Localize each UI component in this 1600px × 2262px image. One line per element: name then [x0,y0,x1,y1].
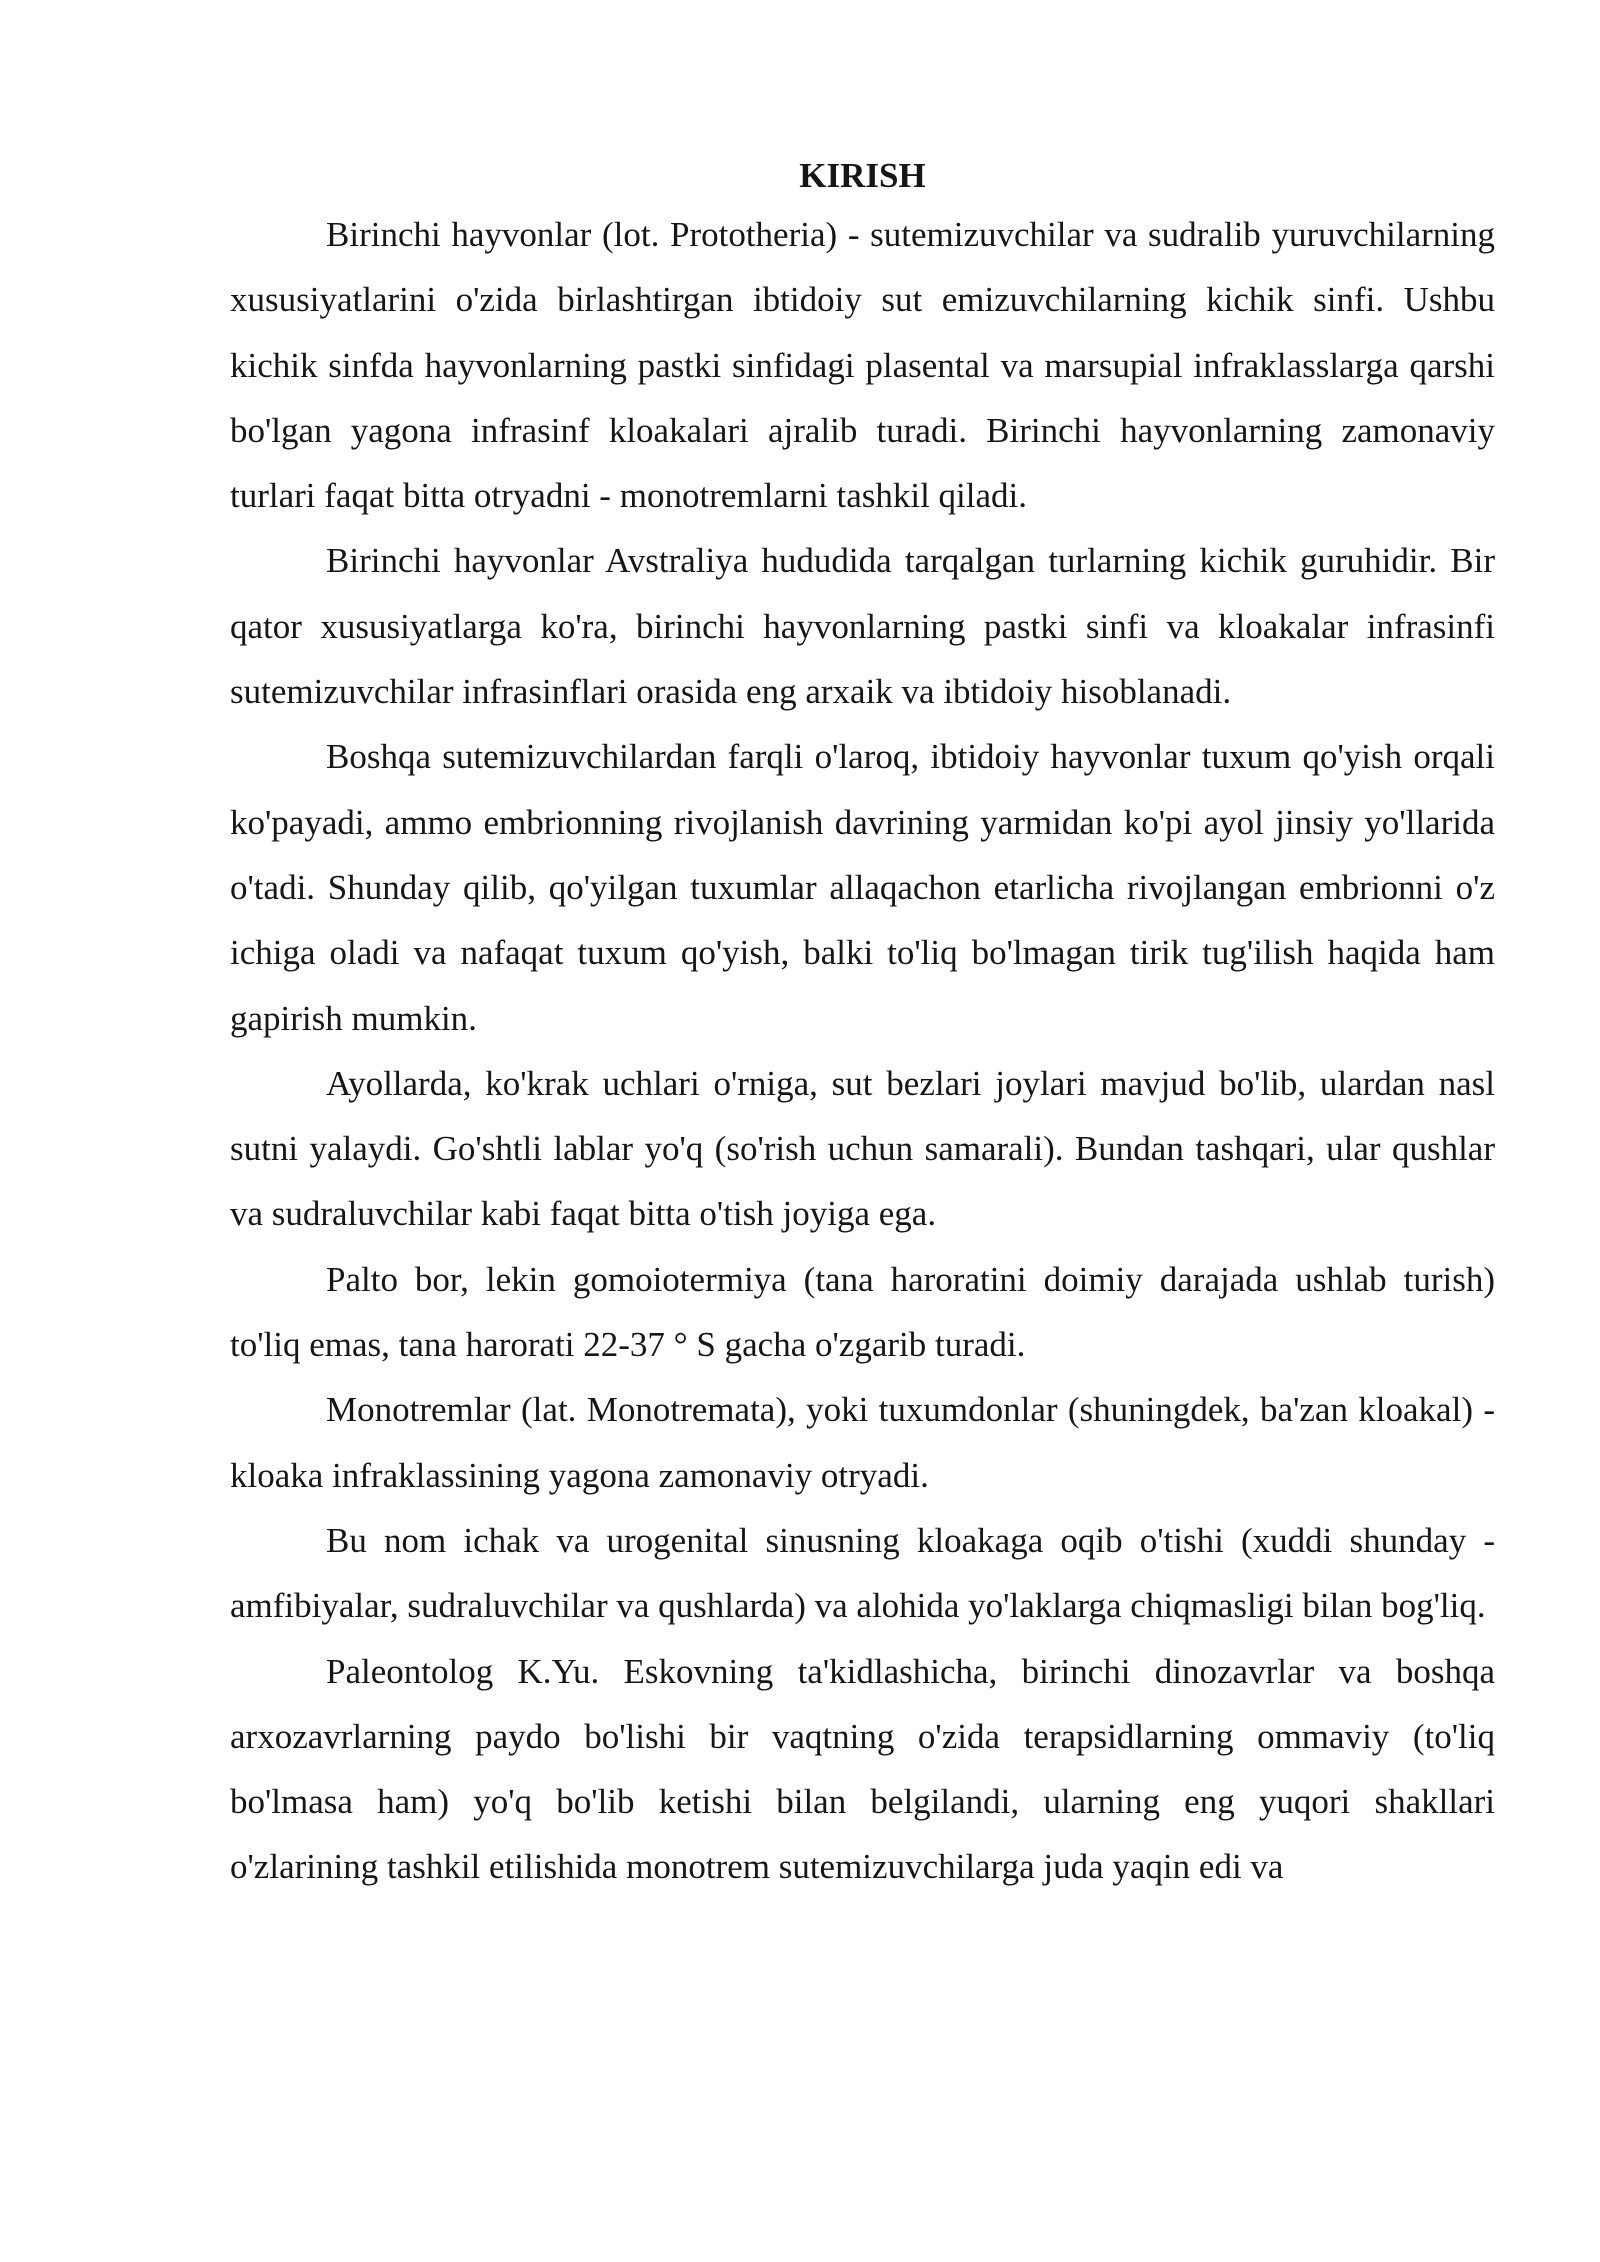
paragraph-8: Paleontolog K.Yu. Eskovning ta'kidlashicha, birinchi dinozavrlar va boshqa arxozavrlarning paydo bo'lishi bir vaqtning o'zida terapsidlarning ommaviy (to'liq bo'lmasa ham) yo'q bo'lib ketishi bilan belgilandi, ularning eng yuqori shakllari o'zlarining tashkil etilishida monotrem sutemizuvchilarga juda yaqin edi va [230,1651,1495,1887]
paragraph-5: Palto bor, lekin gomoiotermiya (tana haroratini doimiy darajada ushlab turish) to'liq emas, tana harorati 22-37 ° S gacha o'zgarib turadi. [230,1259,1495,1365]
document-body [230,150,1495,1900]
paragraph-3: Boshqa sutemizuvchilardan farqli o'laroq, ibtidoiy hayvonlar tuxum qo'yish orqali ko'payadi, ammo embrionning rivojlanish davrining yarmidan ko'pi ayol jinsiy yo'llarida o'tadi. Shunday qilib, qo'yilgan tuxumlar allaqachon etarlicha rivojlangan embrionni o'z ichiga oladi va nafaqat tuxum qo'yish, balki to'liq bo'lmagan tirik tug'ilish haqida ham gapirish mumkin. [230,737,1495,1038]
paragraph-1: Birinchi hayvonlar (lot. Prototheria) - sutemizuvchilar va sudralib yuruvchilarning xususiyatlarini o'zida birlashtirgan ibtidoiy sut emizuvchilarning kichik sinfi. Ushbu kichik sinfda hayvonlarning pastki sinfidagi plasental va marsupial infraklasslarga qarshi bo'lgan yagona infrasinf kloakalari ajralib turadi. Birinchi hayvonlarning zamonaviy turlari faqat bitta otryadni - monotremlarni tashkil qiladi. [230,215,1495,516]
document-title: KIRISH [799,156,926,195]
paragraph-4: Ayollarda, ko'krak uchlari o'rniga, sut bezlari joylari mavjud bo'lib, ulardan nasl sutni yalaydi. Go'shtli lablar yo'q (so'rish uchun samarali). Bundan tashqari, ular qushlar va sudraluvchilar kabi faqat bitta o'tish joyiga ega. [230,1063,1495,1234]
paragraph-7: Bu nom ichak va urogenital sinusning kloakaga oqib o'tishi (xuddi shunday - amfibiyalar, sudraluvchilar va qushlarda) va alohida yo'laklarga chiqmasligi bilan bog'liq. [230,1520,1495,1626]
paragraph-2: Birinchi hayvonlar Avstraliya hududida tarqalgan turlarning kichik guruhidir. Bir qator xususiyatlarga ko'ra, birinchi hayvonlarning pastki sinfi va kloakalar infrasinfi sutemizuvchilar infrasinflari orasida eng arxaik va ibtidoiy hisoblanadi. [230,541,1495,712]
paragraph-6: Monotremlar (lat. Monotremata), yoki tuxumdonlar (shuningdek, ba'zan kloakal) - kloaka infraklassining yagona zamonaviy otryadi. [230,1390,1495,1495]
